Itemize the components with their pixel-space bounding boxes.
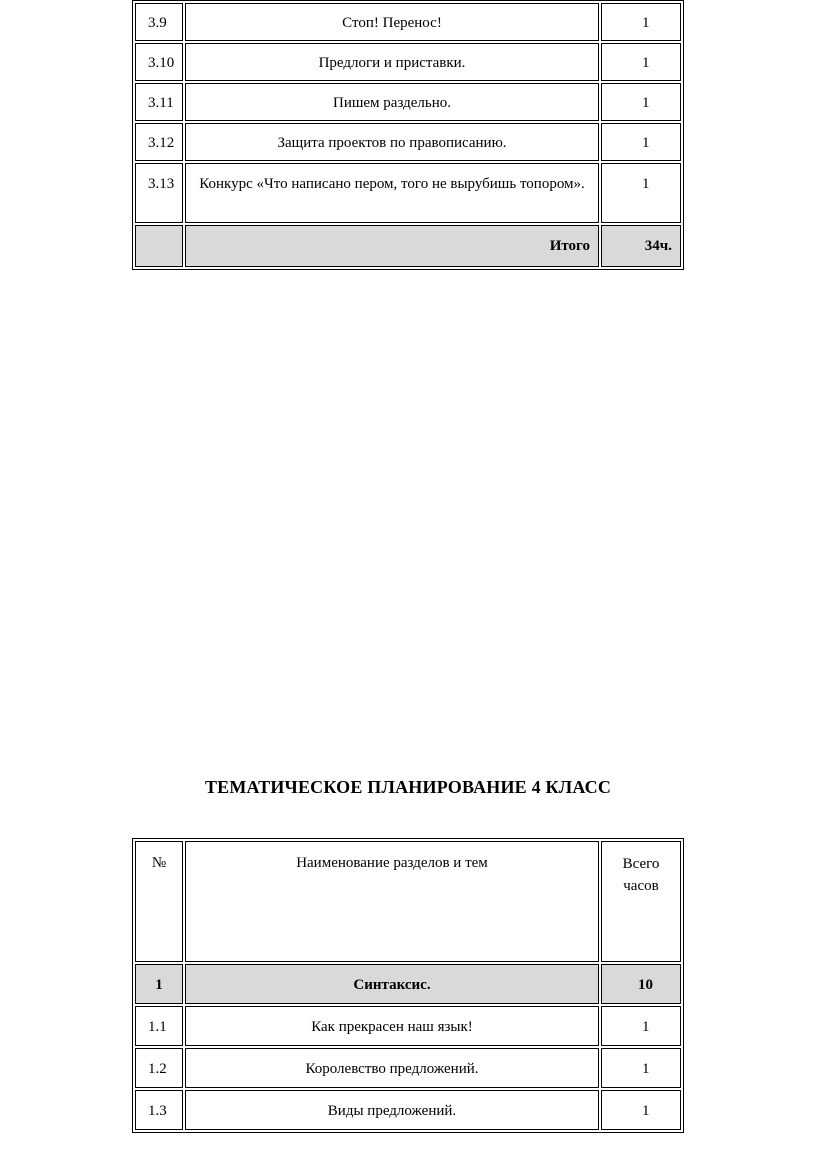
row-number: 3.10 xyxy=(135,43,183,81)
row-topic: Королевство предложений. xyxy=(185,1048,599,1088)
header-number: № xyxy=(135,841,183,962)
row-topic: Конкурс «Что написано пером, того не вырубишь топором». xyxy=(185,163,599,223)
table-header-row xyxy=(135,841,681,962)
lesson-table-grade-3-end xyxy=(132,0,684,270)
row-hours: 1 xyxy=(601,1006,681,1046)
thematic-plan-table-grade-4 xyxy=(132,838,684,1133)
row-number: 3.9 xyxy=(135,3,183,41)
row-hours: 1 xyxy=(601,3,681,41)
row-topic: Стоп! Перенос! xyxy=(185,3,599,41)
row-hours: 1 xyxy=(601,1048,681,1088)
row-topic: Пишем раздельно. xyxy=(185,83,599,121)
table-row xyxy=(135,43,681,81)
row-hours: 1 xyxy=(601,43,681,81)
row-topic: Защита проектов по правописанию. xyxy=(185,123,599,161)
row-number: 1.1 xyxy=(135,1006,183,1046)
row-hours: 1 xyxy=(601,123,681,161)
total-row xyxy=(135,225,681,267)
table-row xyxy=(135,1006,681,1046)
row-topic: Виды предложений. xyxy=(185,1090,599,1130)
total-empty-cell xyxy=(135,225,183,267)
header-topic: Наименование разделов и тем xyxy=(185,841,599,962)
section-number: 1 xyxy=(135,964,183,1004)
row-number: 3.13 xyxy=(135,163,183,223)
row-number: 3.11 xyxy=(135,83,183,121)
table-row xyxy=(135,3,681,41)
table-row xyxy=(135,83,681,121)
table-row xyxy=(135,163,681,223)
total-hours: 34ч. xyxy=(601,225,681,267)
total-label: Итого xyxy=(185,225,599,267)
row-hours: 1 xyxy=(601,83,681,121)
row-number: 3.12 xyxy=(135,123,183,161)
table-row xyxy=(135,1048,681,1088)
section-hours: 10 xyxy=(601,964,681,1004)
table-row xyxy=(135,123,681,161)
row-number: 1.3 xyxy=(135,1090,183,1130)
table-row xyxy=(135,1090,681,1130)
row-topic: Предлоги и приставки. xyxy=(185,43,599,81)
row-hours: 1 xyxy=(601,163,681,223)
header-hours: Всего часов xyxy=(601,841,681,962)
section-title: ТЕМАТИЧЕСКОЕ ПЛАНИРОВАНИЕ 4 КЛАСС xyxy=(204,777,612,797)
section-row xyxy=(135,964,681,1004)
row-topic: Как прекрасен наш язык! xyxy=(185,1006,599,1046)
row-hours: 1 xyxy=(601,1090,681,1130)
section-name: Синтаксис. xyxy=(185,964,599,1004)
row-number: 1.2 xyxy=(135,1048,183,1088)
